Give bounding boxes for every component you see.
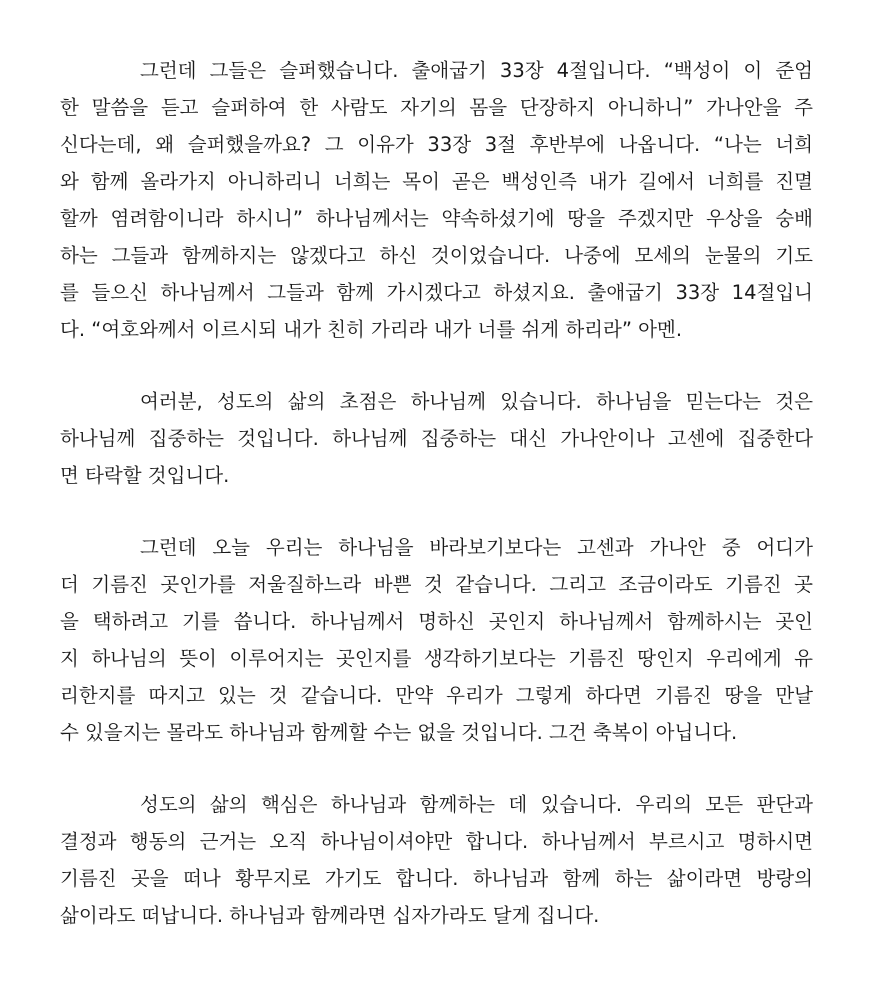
text-line: 결정과 행동의 근거는 오직 하나님이셔야만 합니다. 하나님께서 부르시고 명하시면 <box>60 830 813 853</box>
text-line: 을 택하려고 기를 씁니다. 하나님께서 명하신 곳인지 하나님께서 함께하시는 곳인 <box>60 610 813 633</box>
text-line: 그런데 오늘 우리는 하나님을 바라보기보다는 고센과 가나안 중 어디가 <box>140 536 813 559</box>
text-line: 여러분, 성도의 삶의 초점은 하나님께 있습니다. 하나님을 믿는다는 것은 <box>140 390 813 413</box>
text-line: 면 타락할 것입니다. <box>60 464 230 487</box>
text-line: 기름진 곳을 떠나 황무지로 가기도 합니다. 하나님과 함께 하는 삶이라면 방랑의 <box>60 867 813 890</box>
text-line: 신다는데, 왜 슬퍼했을까요? 그 이유가 33장 3절 후반부에 나옵니다. “나는 너희 <box>60 133 813 156</box>
text-line: 지 하나님의 뜻이 이루어지는 곳인지를 생각하기보다는 기름진 땅인지 우리에게 유 <box>60 647 813 670</box>
text-line: 다. “여호와께서 이르시되 내가 친히 가리라 내가 너를 쉬게 하리라” 아멘. <box>60 318 683 341</box>
text-line: 더 기름진 곳인가를 저울질하느라 바쁜 것 같습니다. 그리고 조금이라도 기름진 곳 <box>60 573 813 596</box>
text-line: 수 있을지는 몰라도 하나님과 함께할 수는 없을 것입니다. 그건 축복이 아닙니다. <box>60 721 738 744</box>
paragraph-4 <box>60 786 813 934</box>
text-line: 를 들으신 하나님께서 그들과 함께 가시겠다고 하셨지요. 출애굽기 33장 14절입니 <box>60 281 813 304</box>
text-line: 리한지를 따지고 있는 것 같습니다. 만약 우리가 그렇게 하다면 기름진 땅을 만날 <box>60 684 813 707</box>
text-line: 삶이라도 떠납니다. 하나님과 함께라면 십자가라도 달게 집니다. <box>60 904 600 927</box>
text-line: 하나님께 집중하는 것입니다. 하나님께 집중하는 대신 가나안이나 고센에 집중한다 <box>60 427 813 450</box>
text-line: 그런데 그들은 슬퍼했습니다. 출애굽기 33장 4절입니다. “백성이 이 준엄 <box>140 59 813 82</box>
text-line: 성도의 삶의 핵심은 하나님과 함께하는 데 있습니다. 우리의 모든 판단과 <box>140 793 813 816</box>
paragraph-1 <box>60 52 813 348</box>
text-line: 할까 염려함이니라 하시니” 하나님께서는 약속하셨기에 땅을 주겠지만 우상을 숭배 <box>60 207 813 230</box>
text-line: 하는 그들과 함께하지는 않겠다고 하신 것이었습니다. 나중에 모세의 눈물의 기도 <box>60 244 813 267</box>
text-line: 한 말씀을 듣고 슬퍼하여 한 사람도 자기의 몸을 단장하지 아니하니” 가나안을 주 <box>60 96 813 119</box>
paragraph-3 <box>60 529 813 751</box>
text-line: 와 함께 올라가지 아니하리니 너희는 목이 곧은 백성인즉 내가 길에서 너희를 진멸 <box>60 170 813 193</box>
paragraph-2 <box>60 383 813 494</box>
